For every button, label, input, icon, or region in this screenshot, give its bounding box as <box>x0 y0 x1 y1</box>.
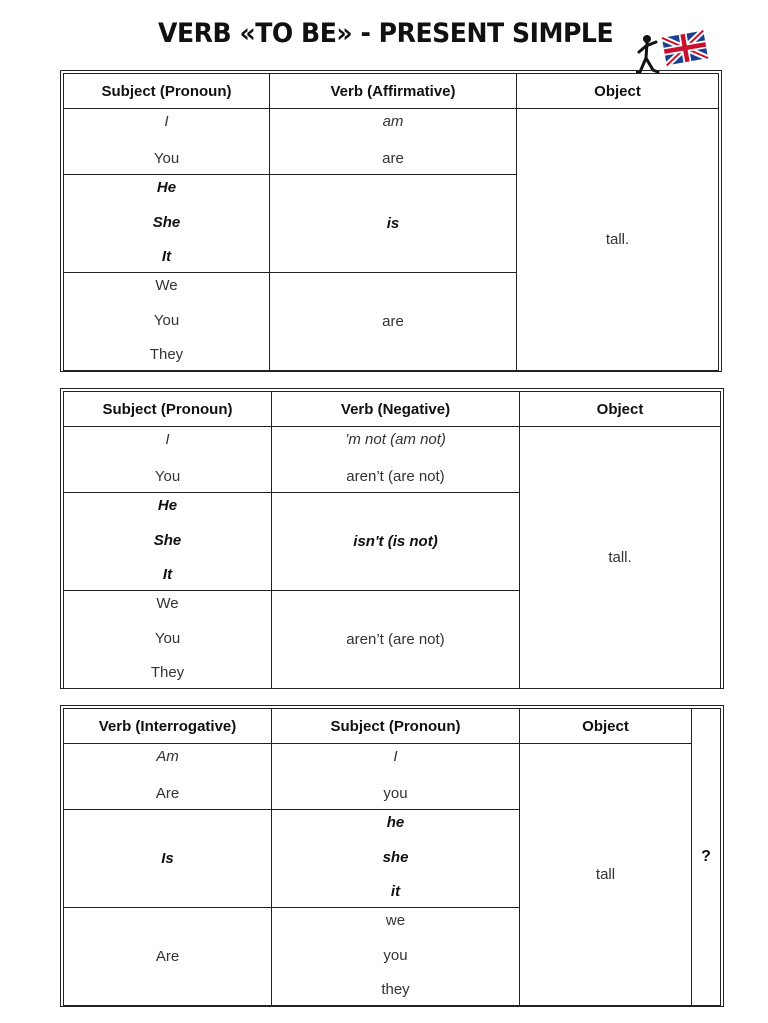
object-cell: tall. <box>520 427 721 689</box>
verb-are: Are <box>64 908 272 1006</box>
verb-are-not: aren’t (are not) <box>272 591 520 689</box>
verb-is: is <box>270 175 517 273</box>
header-object: Object <box>520 392 721 427</box>
subject-he: he <box>386 814 405 831</box>
subject-you: You <box>154 629 181 647</box>
header-verb-interrogative: Verb (Interrogative) <box>64 709 272 744</box>
header-object: Object <box>520 709 692 744</box>
subject-you: you <box>383 946 408 964</box>
subject-she: She <box>153 531 182 549</box>
subject-cell <box>64 109 270 175</box>
subject-cell <box>272 908 520 1006</box>
verb-am: Am <box>156 748 179 765</box>
verb-is: Is <box>64 810 272 908</box>
verb-is-not: isn't (is not) <box>272 493 520 591</box>
header-subject: Subject (Pronoun) <box>272 709 520 744</box>
subject-it: It <box>162 566 173 583</box>
subject-we: We <box>156 595 179 612</box>
subject-you: You <box>154 468 181 485</box>
subject-you: you <box>383 785 408 802</box>
subject-it: it <box>390 883 401 900</box>
subject-you: You <box>153 311 180 329</box>
page-title: VERB «TO BE» - PRESENT SIMPLE <box>158 18 614 49</box>
header-verb-negative: Verb (Negative) <box>272 392 520 427</box>
subject-cell <box>272 810 520 908</box>
header-object: Object <box>517 74 719 109</box>
verb-are: Are <box>155 785 180 802</box>
negative-table <box>60 388 724 689</box>
verb-are-not: aren’t (are not) <box>346 468 445 485</box>
subject-they: they <box>381 981 410 998</box>
interrogative-table <box>60 705 724 1007</box>
subject-he: He <box>156 179 177 196</box>
page-header <box>0 16 768 60</box>
subject-cell <box>64 591 272 689</box>
affirmative-table <box>60 70 722 372</box>
subject-we: We <box>155 277 178 294</box>
subject-cell <box>64 493 272 591</box>
subject-cell <box>64 175 270 273</box>
subject-he: He <box>157 497 178 514</box>
header-verb-affirmative: Verb (Affirmative) <box>270 74 517 109</box>
subject-we: we <box>385 912 406 929</box>
verb-cell <box>272 427 520 493</box>
header-subject: Subject (Pronoun) <box>64 74 270 109</box>
subject-i: I <box>393 748 398 765</box>
subject-i: I <box>165 431 170 448</box>
question-mark: ? <box>692 709 721 1006</box>
subject-cell <box>64 427 272 493</box>
subject-cell <box>272 744 520 810</box>
subject-she: She <box>152 213 181 231</box>
verb-am: am <box>382 113 404 130</box>
header-subject: Subject (Pronoun) <box>64 392 272 427</box>
uk-flag-icon <box>660 28 710 68</box>
verb-am-not: ’m not (am not) <box>345 431 446 448</box>
object-cell: tall. <box>517 109 719 371</box>
verb-are: are <box>270 273 517 371</box>
subject-it: It <box>161 248 172 265</box>
verb-cell <box>270 109 517 175</box>
subject-i: I <box>164 113 169 130</box>
verb-are: are <box>382 150 404 167</box>
subject-cell <box>64 273 270 371</box>
subject-you: You <box>153 150 180 167</box>
verb-cell <box>64 744 272 810</box>
subject-they: They <box>149 346 184 363</box>
object-cell: tall <box>520 744 692 1006</box>
subject-they: They <box>150 664 185 681</box>
subject-she: she <box>382 848 409 866</box>
